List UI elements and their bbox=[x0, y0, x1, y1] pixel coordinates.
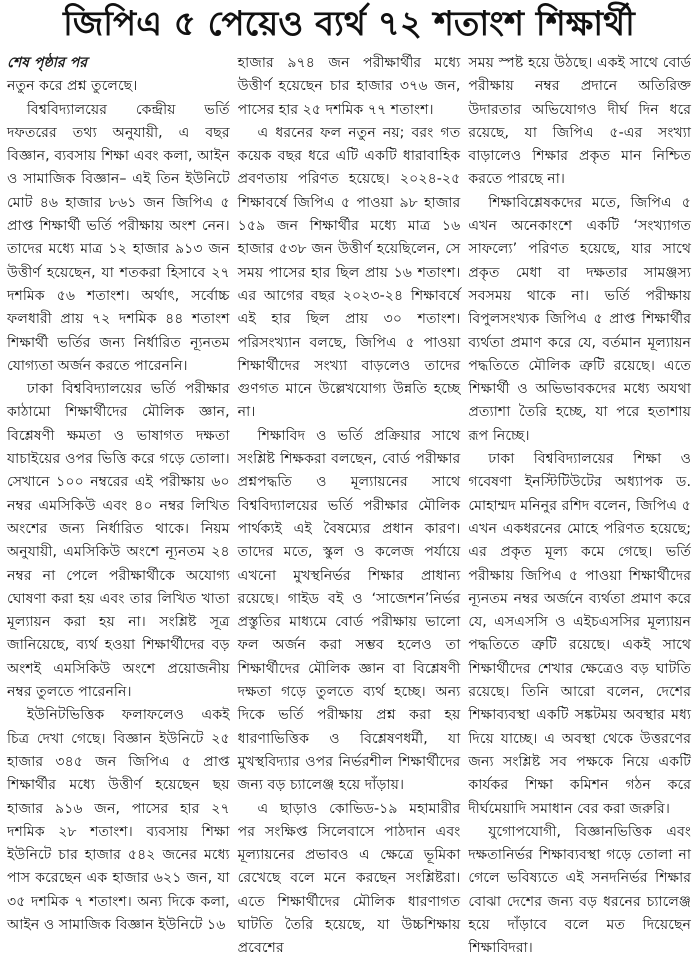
paragraph: এ ধরনের ফল নতুন নয়; বরং গত কয়েক বছর ধরে এটি একটি ধারাবাহিক প্রবণতায় পরিণত হয়েছে। ২০২৪-২৫ শিক্ষাবর্ষে জিপিএ ৫ পাওয়া ৯৮ হাজার ১৫৯ জন শিক্ষার্থীর মধ্যে মাত্র ১৬ হাজার ৫৩৮ জন উত্তীর্ণ হয়েছিলেন, সে সময় পাসের হার ছিল প্রায় ১৬ শতাংশ। এর আগের বছর ২০২৩-২৪ শিক্ষাবর্ষে এই হার ছিল প্রায় ৩০ শতাংশ। পরিসংখ্যান বলছে, জিপিএ ৫ পাওয়া শিক্ষার্থীদের সংখ্যা বাড়লেও তাদের গুণগত মানে উল্লেখযোগ্য উন্নতি হচ্ছে না। bbox=[237, 124, 461, 421]
continued-from-label: শেষ পৃষ্ঠার পর bbox=[7, 55, 88, 71]
headline: জিপিএ ৫ পেয়েও ব্যর্থ ৭২ শতাংশ শিক্ষার্থী bbox=[63, 4, 635, 44]
paragraph: ঢাকা বিশ্ববিদ্যালয়ের শিক্ষা ও গবেষণা ইনস্টিটিউটের অধ্যাপক ড. মোহাম্মদ মনিনুর রশিদ বলেন, জিপিএ ৫ এখন একধরনের মোহে পরিণত হয়েছে; এর প্রকৃত মূল্য কমে গেছে। ভর্তি পরীক্ষায় জিপিএ ৫ পাওয়া শিক্ষার্থীদের ন্যূনতম নম্বর অর্জনে ব্যর্থতা প্রমাণ করে যে, এসএসসি ও এইচএসসির মূল্যায়ন পদ্ধতিতে ত্রুটি রয়েছে। একই সাথে শিক্ষার্থীদের শেখার ক্ষেত্রেও বড় ঘাটতি রয়েছে। তিনি আরো বলেন, দেশের শিক্ষাব্যবস্থা একটি সঙ্কটময় অবস্থার মধ্য দিয়ে যাচ্ছে। এ অবস্থা থেকে উত্তরণের জন্য সংশ্লিষ্ট সব পক্ষকে নিয়ে একটি কার্যকর শিক্ষা কমিশন গঠন করে দীর্ঘমেয়াদি সমাধান বের করা জরুরি। bbox=[468, 451, 692, 817]
article-column-3 bbox=[468, 52, 691, 961]
paragraph: শিক্ষাবিশ্লেষকদের মতে, জিপিএ ৫ এখন অনেকাংশে একটি ‘সংখ্যাগত সাফল্যে’ পরিণত হয়েছে, যার সাথে প্রকৃত মেধা বা দক্ষতার সামঞ্জস্য সবসময় থাকে না। ভর্তি পরীক্ষায় বিপুলসংখ্যক জিপিএ ৫ প্রাপ্ত শিক্ষার্থীর ব্যর্থতা প্রমাণ করে যে, বর্তমান মূল্যায়ন পদ্ধতিতে মৌলিক ত্রুটি রয়েছে। এতে শিক্ষার্থী ও অভিভাবকদের মধ্যে অযথা প্রত্যাশা তৈরি হচ্ছে, যা পরে হতাশায় রূপ নিচ্ছে। bbox=[468, 194, 692, 444]
paragraph: ইউনিটভিত্তিক ফলাফলেও একই চিত্র দেখা গেছে। বিজ্ঞান ইউনিটে ২৫ হাজার ৩৪৫ জন জিপিএ ৫ প্রাপ্ত শিক্ষার্থীর মধ্যে উত্তীর্ণ হয়েছেন ছয় হাজার ৯১৬ জন, পাসের হার ২৭ দশমিক ২৮ শতাংশ। ব্যবসায় শিক্ষা ইউনিটে চার হাজার ৫৪২ জনের মধ্যে পাস করেছেন এক হাজার ৬২১ জন, যা ৩৫ দশমিক ৭ শতাংশ। অন্য দিকে কলা, আইন ও সামাজিক বিজ্ঞান ইউনিটে ১৬ bbox=[7, 707, 230, 933]
article-body bbox=[0, 50, 698, 961]
paragraph: বিশ্ববিদ্যালয়ের কেন্দ্রীয় ভর্তি দফতরের তথ্য অনুযায়ী, এ বছর বিজ্ঞান, ব্যবসায় শিক্ষা এবং কলা, আইন ও সামাজিক বিজ্ঞান– এই তিন ইউনিটে মোট ৪৬ হাজার ৮৬১ জন জিপিএ ৫ প্রাপ্ত শিক্ষার্থী ভর্তি পরীক্ষায় অংশ নেন। তাদের মধ্যে মাত্র ১২ হাজার ৯১৩ জন উত্তীর্ণ হয়েছেন, যা শতকরা হিসাবে ২৭ দশমিক ৫৬ শতাংশ। অর্থাৎ, সর্বোচ্চ ফলধারী প্রায় ৭২ দশমিক ৪৪ শতাংশ শিক্ষার্থী ভর্তির জন্য নির্ধারিত ন্যূনতম যোগ্যতা অর্জন করতে পারেননি। bbox=[7, 101, 230, 374]
article-column-1 bbox=[7, 52, 230, 937]
paragraph: সময় স্পষ্ট হয়ে উঠছে। একই সাথে বোর্ড পরীক্ষায় নম্বর প্রদানে অতিরিক্ত উদারতার অভিযোগও দীর্ঘ দিন ধরে রয়েছে, যা জিপিএ ৫-এর সংখ্যা বাড়ালেও শিক্ষার প্রকৃত মান নিশ্চিত করতে পারছে না। bbox=[468, 55, 692, 188]
paragraph: নতুন করে প্রশ্ন তুলেছে। bbox=[7, 78, 138, 95]
paragraph: ঢাকা বিশ্ববিদ্যালয়ের ভর্তি পরীক্ষার কাঠামো শিক্ষার্থীদের মৌলিক জ্ঞান, বিশ্লেষণী ক্ষমতা ও ভাষাগত দক্ষতা যাচাইয়ের ওপর ভিত্তি করে গড়ে তোলা। সেখানে ১০০ নম্বরের এই পরীক্ষায় ৬০ নম্বর এমসিকিউ এবং ৪০ নম্বর লিখিত অংশের জন্য নির্ধারিত থাকে। নিয়ম অনুযায়ী, এমসিকিউ অংশে ন্যূনতম ২৪ নম্বর না পেলে পরীক্ষার্থীকে অযোগ্য ঘোষণা করা হয় এবং তার লিখিত খাতা মূল্যায়ন করা হয় না। সংশ্লিষ্ট সূত্র জানিয়েছে, ব্যর্থ হওয়া শিক্ষার্থীদের বড় অংশই এমসিকিউ অংশে প্রয়োজনীয় নম্বর তুলতে পারেননি। bbox=[7, 381, 230, 701]
paragraph: হাজার ৯৭৪ জন পরীক্ষার্থীর মধ্যে উত্তীর্ণ হয়েছেন চার হাজার ৩৭৬ জন, পাসের হার ২৫ দশমিক ৭৭ শতাংশ। bbox=[237, 55, 461, 118]
article-column-2 bbox=[238, 52, 461, 961]
paragraph: এ ছাড়াও কোভিড-১৯ মহামারীর পর সংক্ষিপ্ত সিলেবাসে পাঠদান এবং মূল্যায়নের প্রভাবও এ ক্ষেত্রে ভূমিকা রেখেছে বলে মনে করছেন সংশ্লিষ্টরা। এতে শিক্ষার্থীদের মৌলিক ধারণাগত ঘাটতি তৈরি হয়েছে, যা উচ্চশিক্ষায় প্রবেশের bbox=[237, 800, 461, 957]
paragraph: যুগোপযোগী, বিজ্ঞানভিত্তিক এবং দক্ষতানির্ভর শিক্ষাব্যবস্থা গড়ে তোলা না গেলে ভবিষ্যতে এই সনদনির্ভর শিক্ষার বোঝা দেশের জন্য বড় ধরনের চ্যালেঞ্জ হয়ে দাঁড়াবে বলে মত দিয়েছেন শিক্ষাবিদরা। bbox=[468, 823, 692, 957]
paragraph: শিক্ষাবিদ ও ভর্তি প্রক্রিয়ার সাথে সংশ্লিষ্ট শিক্ষকরা বলছেন, বোর্ড পরীক্ষার প্রশ্নপদ্ধতি ও মূল্যায়নের সাথে বিশ্ববিদ্যালয়ের ভর্তি পরীক্ষার মৌলিক পার্থক্যই এই বৈষম্যের প্রধান কারণ। তাদের মতে, স্কুল ও কলেজ পর্যায়ে এখনো মুখস্থনির্ভর শিক্ষার প্রাধান্য রয়েছে। গাইড বই ও ‘সাজেশন’নির্ভর প্রস্তুতির মাধ্যমে বোর্ড পরীক্ষায় ভালো ফল অর্জন করা সম্ভব হলেও তা শিক্ষার্থীদের মৌলিক জ্ঞান বা বিশ্লেষণী দক্ষতা গড়ে তুলতে ব্যর্থ হচ্ছে। অন্য দিকে ভর্তি পরীক্ষায় প্রশ্ন করা হয় ধারণাভিত্তিক ও বিশ্লেষণধর্মী, যা মুখস্থবিদ্যার ওপর নির্ভরশীল শিক্ষার্থীদের জন্য বড় চ্যালেঞ্জ হয়ে দাঁড়ায়। bbox=[237, 427, 461, 794]
